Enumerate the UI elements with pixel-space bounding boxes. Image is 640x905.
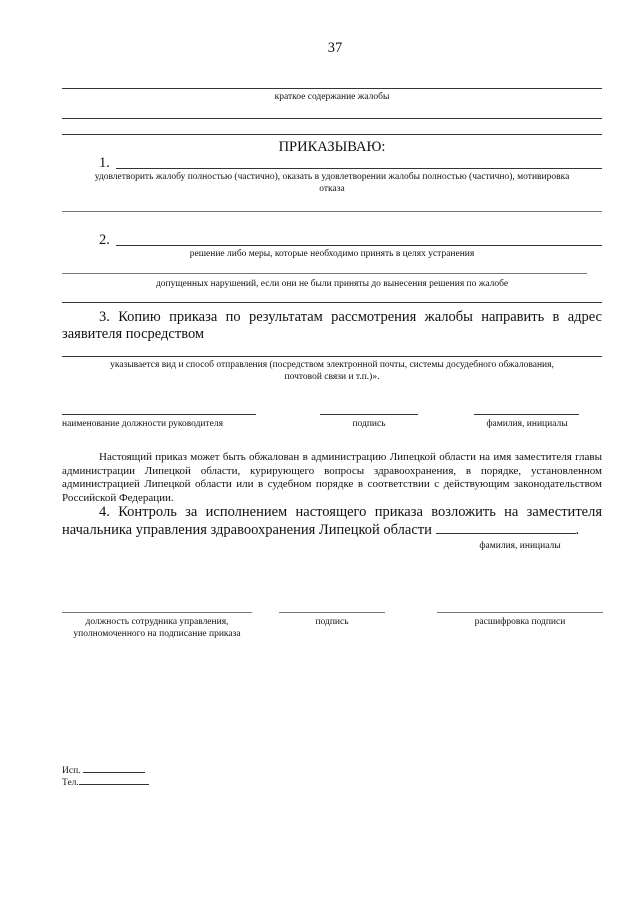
sig1-signature-label: подпись	[352, 419, 386, 429]
item2-caption-2: допущенных нарушений, если они не были приняты до вынесения решения по жалобе	[155, 279, 509, 289]
item2-number: 2.	[99, 232, 110, 248]
sig2-position-line	[62, 612, 252, 613]
item1-caption-2: отказа	[319, 184, 345, 194]
footer-phone-blank	[79, 775, 149, 785]
sig1-name-label: фамилия, инициалы	[486, 419, 568, 429]
item3-line	[62, 356, 602, 357]
sig1-signature-line	[320, 414, 418, 415]
item4-caption: фамилия, инициалы	[479, 541, 561, 551]
sig2-position-label-2: уполномоченного на подписание приказа	[73, 629, 241, 639]
footer-phone	[62, 775, 149, 789]
item2-caption-1: решение либо меры, которые необходимо принять в целях устранения	[189, 249, 475, 259]
sig2-position-label-1: должность сотрудника управления,	[85, 617, 229, 627]
item3-line-2: заявителя посредством	[62, 326, 205, 342]
item4-line-2-text: начальника управления здравоохранения Липецкой области	[62, 522, 432, 538]
item4-line-1: 4. Контроль за исполнением настоящего приказа возложить на заместителя	[99, 504, 602, 520]
sig1-name-line	[474, 414, 579, 415]
summary-caption: краткое содержание жалобы	[274, 92, 390, 102]
order-heading: ПРИКАЗЫВАЮ:	[278, 139, 386, 155]
item1-line	[116, 168, 602, 169]
sig1-position-line	[62, 414, 256, 415]
item3-caption-1: указывается вид и способ отправления (посредством электронной почты, системы досудебного обжалования,	[110, 360, 554, 370]
item3-caption-2: почтовой связи и т.п.)».	[284, 372, 380, 382]
summary-line-1	[62, 88, 602, 89]
sig2-decode-line	[437, 612, 603, 613]
summary-line-3	[62, 134, 602, 135]
item4-line-2	[62, 521, 579, 539]
item3-line-1: 3. Копию приказа по результатам рассмотрения жалобы направить в адрес	[99, 309, 602, 325]
item1-caption-1: удовлетворить жалобу полностью (частично), оказать в удовлетворении жалобы полностью (частично), мотивировка	[94, 172, 570, 182]
appeal-paragraph: Настоящий приказ может быть обжалован в администрацию Липецкой области на имя заместителя главы администрации Липецкой области, курирующего вопросы здравоохранения, в порядке, установленном администрацией Липецкой области или в судебном порядке в соответствии с действующим законодательством Российской Федерации.	[62, 451, 602, 504]
item1-number: 1.	[99, 155, 110, 171]
item1-line-2	[62, 211, 602, 212]
footer-phone-label: Тел.	[62, 778, 79, 788]
sig2-signature-label: подпись	[315, 617, 349, 627]
sig1-position-label: наименование должности руководителя	[62, 419, 223, 429]
footer-executor-blank	[83, 763, 145, 773]
footer-executor-label: Исп.	[62, 766, 81, 776]
item2-line-2	[62, 273, 587, 274]
item2-line-3	[62, 302, 602, 303]
sig2-decode-label: расшифровка подписи	[474, 617, 566, 627]
summary-line-2	[62, 118, 602, 119]
sig2-signature-line	[279, 612, 385, 613]
page-number: 37	[327, 40, 343, 56]
item4-name-blank	[436, 521, 576, 534]
item2-line	[116, 245, 602, 246]
item4-line-2-end: .	[575, 522, 580, 538]
